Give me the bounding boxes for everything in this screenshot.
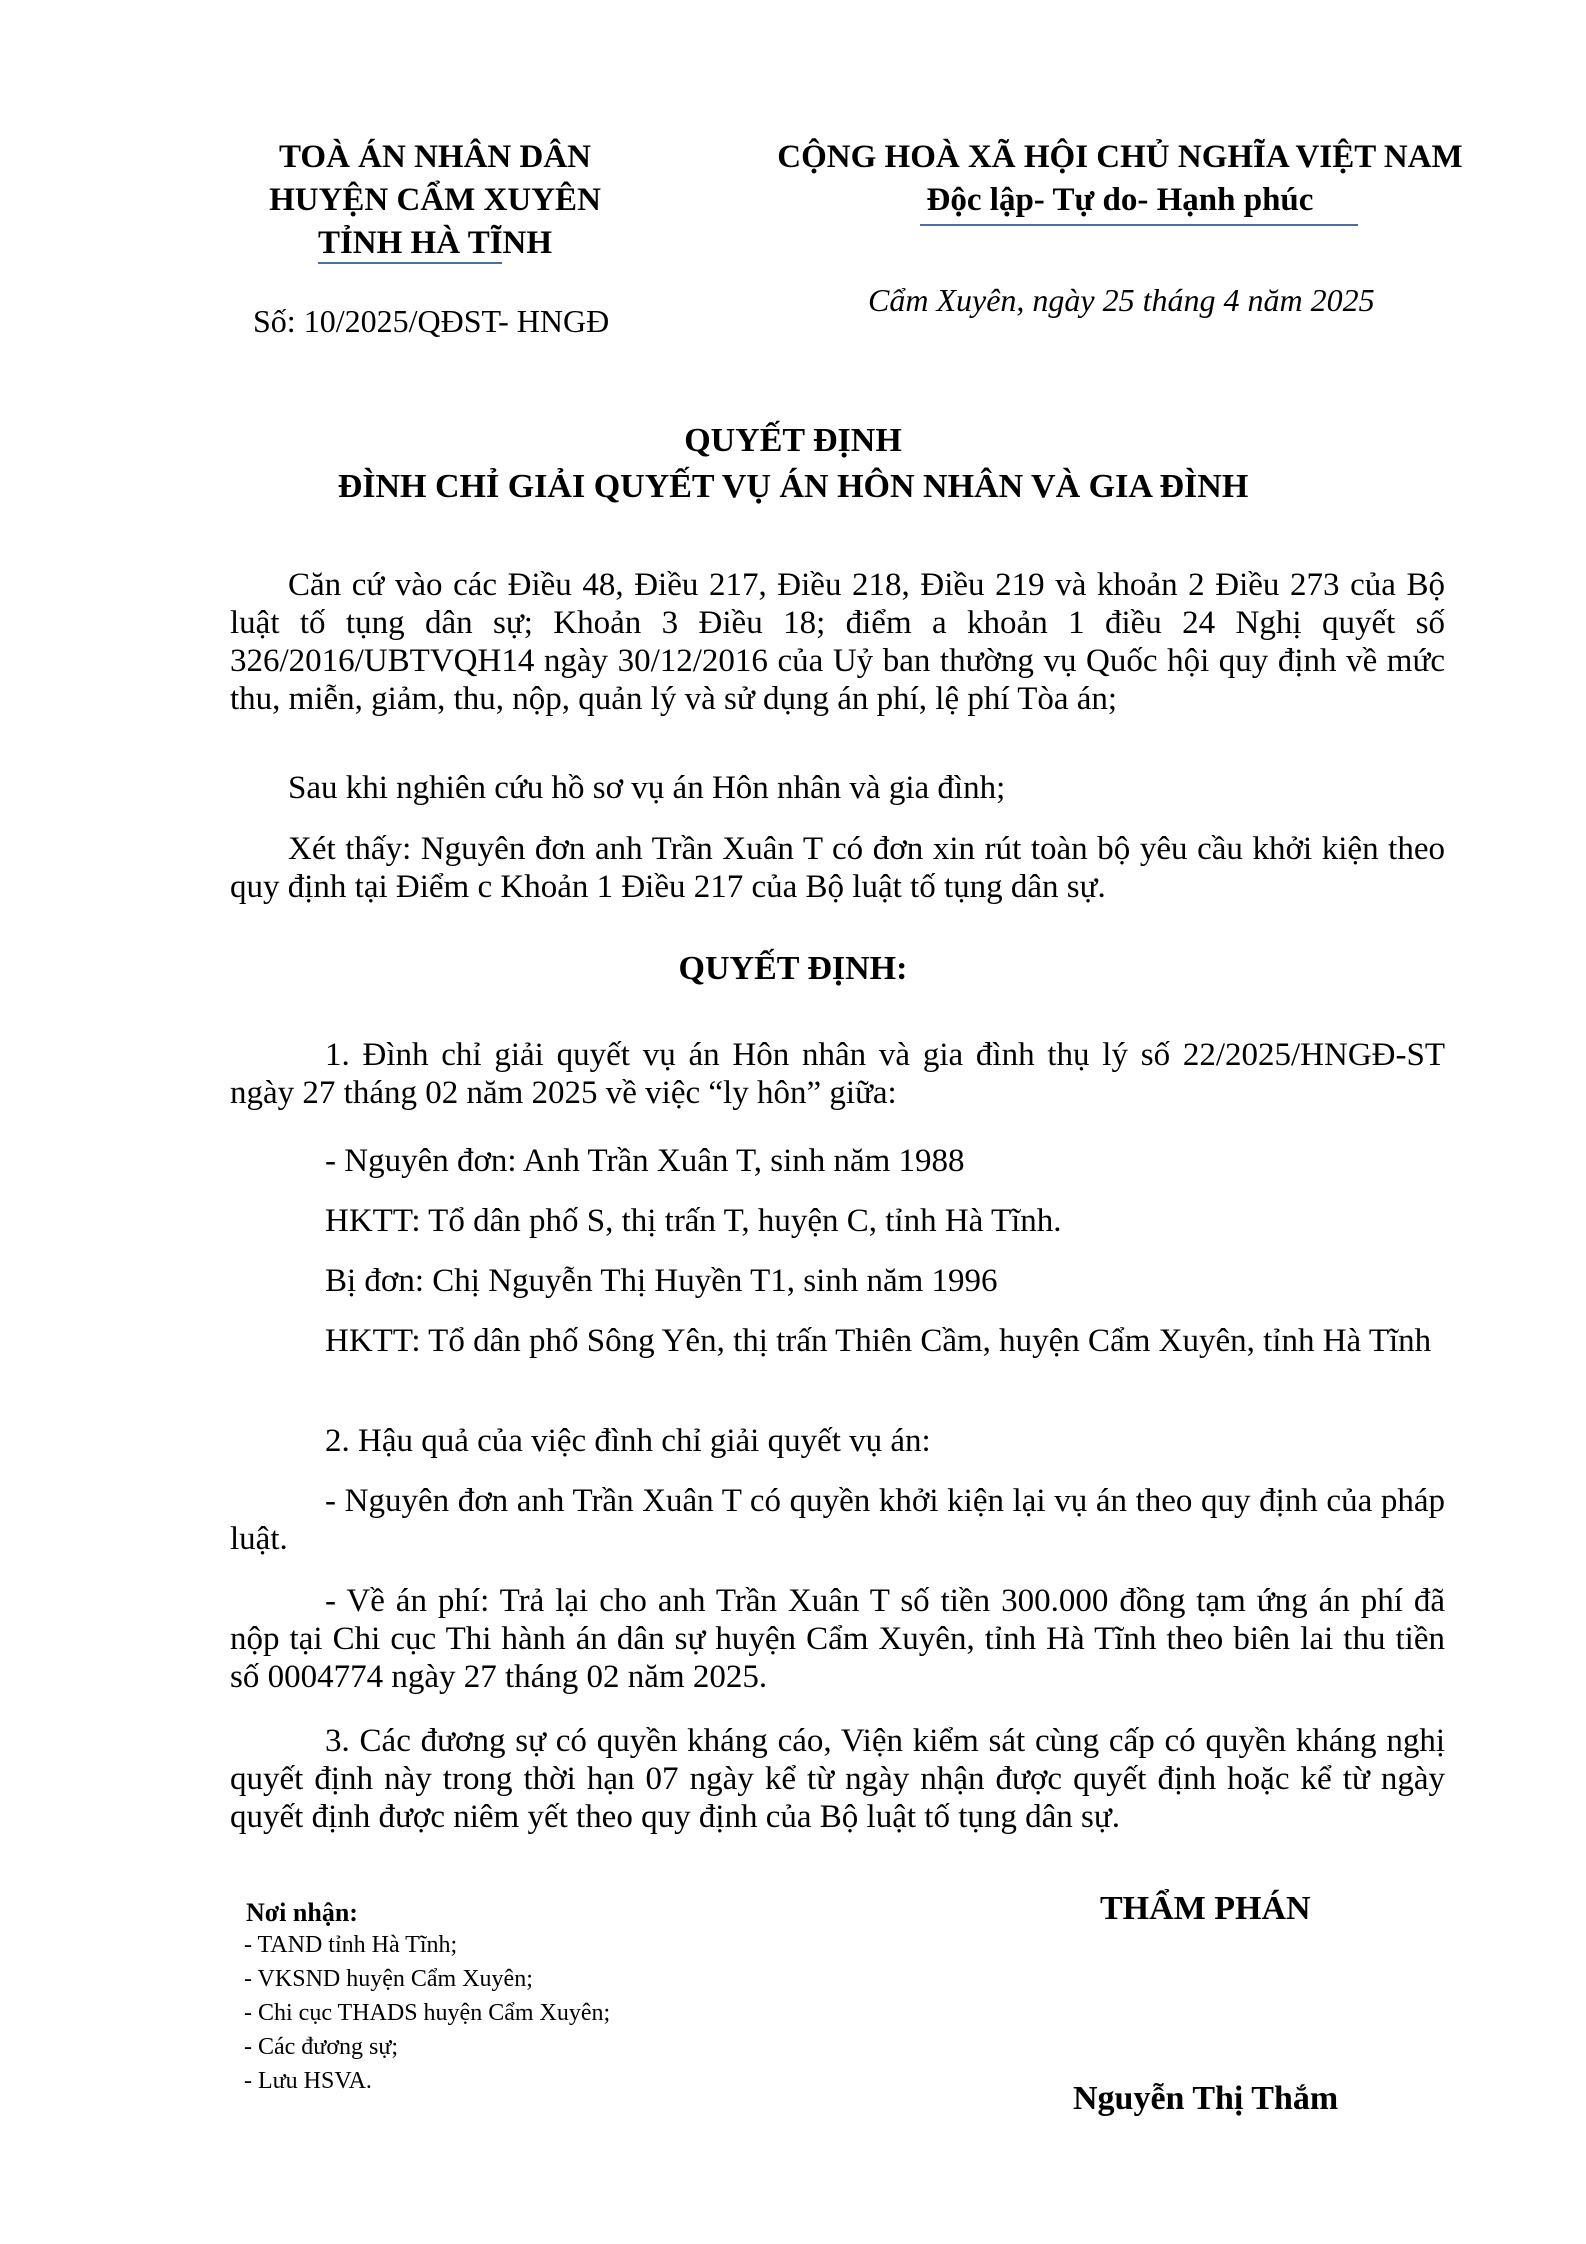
preamble-review: Sau khi nghiên cứu hồ sơ vụ án Hôn nhân và gia đình; — [288, 770, 1006, 806]
defendant-info: Bị đơn: Chị Nguyễn Thị Huyền T1, sinh năm 1996 — [325, 1263, 998, 1299]
judge-name: Nguyễn Thị Thắm — [1073, 2080, 1339, 2117]
document-date: Cẩm Xuyên, ngày 25 tháng 4 năm 2025 — [868, 282, 1375, 318]
document-number: Số: 10/2025/QĐST- HNGĐ — [253, 303, 610, 339]
national-header — [740, 136, 1500, 222]
decision-item-2a: - Nguyên đơn anh Trần Xuân T có quyền khởi kiện lại vụ án theo quy định của pháp luật. — [230, 1483, 1445, 1557]
court-header-underline — [318, 262, 502, 264]
plaintiff-address: HKTT: Tổ dân phố S, thị trấn T, huyện C, tỉnh Hà Tĩnh. — [325, 1203, 1062, 1239]
preamble-legal-basis: Căn cứ vào các Điều 48, Điều 217, Điều 218, Điều 219 và khoản 2 Điều 273 của Bộ luật tố tụng dân sự; Khoản 3 Điều 18; điểm a khoản 1 điều 24 Nghị quyết số 326/2016/UBTVQH14 ngày 30/12/2016 của Uỷ ban thường vụ Quốc hội quy định về mức thu, miễn, giảm, thu, nộp, quản lý và sử dụng án phí, lệ phí Tòa án; — [230, 567, 1445, 717]
national-motto: Độc lập- Tự do- Hạnh phúc — [926, 182, 1314, 218]
court-name-line2: HUYỆN CẨM XUYÊN — [269, 182, 601, 218]
decision-item-1: 1. Đình chỉ giải quyết vụ án Hôn nhân và gia đình thụ lý số 22/2025/HNGĐ-ST ngày 27 tháng 02 năm 2025 về việc “ly hôn” giữa: — [230, 1037, 1445, 1111]
recipient-item: - Lưu HSVA. — [244, 2068, 372, 2094]
recipients-title: Nơi nhận: — [246, 1898, 358, 1927]
recipient-item: - TAND tỉnh Hà Tĩnh; — [244, 1932, 458, 1958]
court-header — [200, 136, 670, 265]
recipient-item: - Chi cục THADS huyện Cẩm Xuyên; — [244, 2000, 611, 2026]
national-title: CỘNG HOÀ XÃ HỘI CHỦ NGHĨA VIỆT NAM — [777, 139, 1463, 175]
defendant-address: HKTT: Tổ dân phố Sông Yên, thị trấn Thiên Cầm, huyện Cẩm Xuyên, tỉnh Hà Tĩnh — [325, 1323, 1432, 1359]
plaintiff-info: - Nguyên đơn: Anh Trần Xuân T, sinh năm 1988 — [325, 1143, 965, 1179]
court-name-line3: TỈNH HÀ TĨNH — [317, 225, 553, 261]
decision-heading: QUYẾT ĐỊNH: — [678, 950, 908, 987]
preamble-consideration: Xét thấy: Nguyên đơn anh Trần Xuân T có đơn xin rút toàn bộ yêu cầu khởi kiện theo quy định tại Điểm c Khoản 1 Điều 217 của Bộ luật tố tụng dân sự. — [230, 831, 1445, 905]
document-subtitle: ĐÌNH CHỈ GIẢI QUYẾT VỤ ÁN HÔN NHÂN VÀ GIA ĐÌNH — [337, 468, 1249, 505]
recipient-item: - Các đương sự; — [244, 2034, 399, 2060]
recipient-item: - VKSND huyện Cẩm Xuyên; — [244, 1966, 533, 1992]
decision-item-2: 2. Hậu quả của việc đình chỉ giải quyết vụ án: — [325, 1423, 931, 1459]
decision-item-2b-text: - Về án phí: Trả lại cho anh Trần Xuân T số tiền 300.000 đồng tạm ứng án phí đã nộp tại Chi cục Thi hành án dân sự huyện Cẩm Xuyên, tỉnh Hà Tĩnh theo biên lai thu tiền số 0004774 ngày 27 tháng 02 năm 2025. — [230, 1583, 1445, 1695]
judge-title: THẨM PHÁN — [1100, 1890, 1311, 1927]
decision-item-3: 3. Các đương sự có quyền kháng cáo, Viện kiểm sát cùng cấp có quyền kháng nghị quyết định này trong thời hạn 07 ngày kể từ ngày nhận được quyết định hoặc kể từ ngày quyết định được niêm yết theo quy định của Bộ luật tố tụng dân sự. — [230, 1723, 1445, 1835]
motto-underline — [920, 224, 1358, 226]
court-name-line1: TOÀ ÁN NHÂN DÂN — [279, 139, 591, 175]
document-title: QUYẾT ĐỊNH — [684, 422, 902, 459]
